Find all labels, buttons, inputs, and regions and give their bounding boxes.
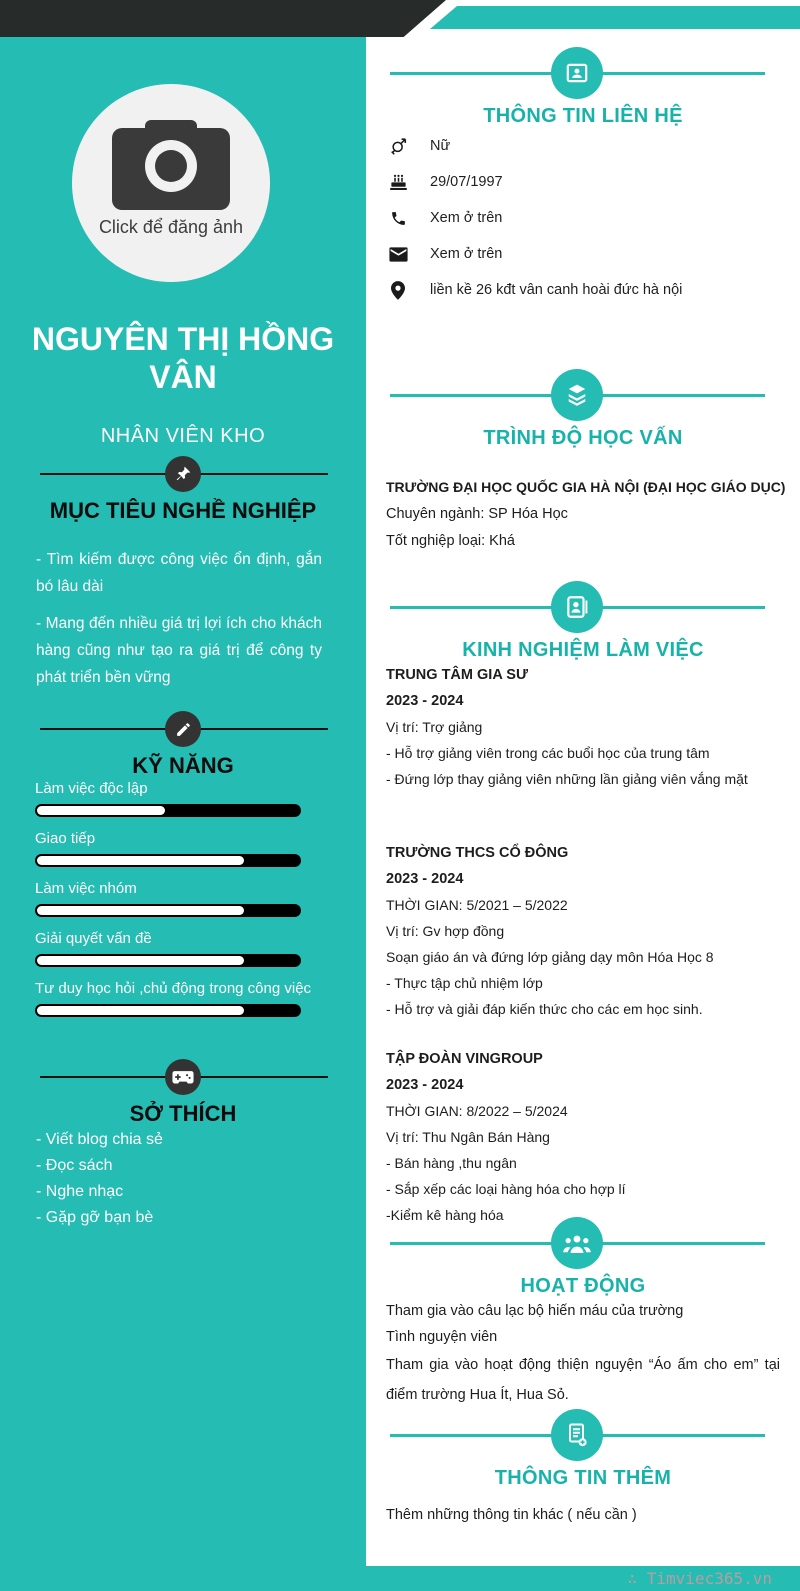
hobby-item: - Nghe nhạc bbox=[36, 1183, 124, 1200]
skills-header bbox=[0, 711, 366, 747]
contact-header bbox=[366, 47, 800, 99]
skill-label: Tư duy học hỏi ,chủ động trong công việc bbox=[35, 980, 312, 997]
id-card-icon bbox=[551, 47, 603, 99]
contact-row bbox=[366, 164, 800, 200]
contact-value: Xem ở trên bbox=[430, 210, 503, 226]
skill-label: Giao tiếp bbox=[35, 830, 96, 847]
skill-item bbox=[35, 829, 301, 867]
skill-bar-fill bbox=[37, 806, 165, 815]
document-plus-icon bbox=[551, 1409, 603, 1461]
skill-bar bbox=[35, 954, 301, 967]
email-icon bbox=[385, 247, 411, 262]
skill-bar bbox=[35, 1004, 301, 1017]
objective-paragraph: - Mang đến nhiều giá trị lợi ích cho khách hàng cũng như tạo ra giá trị để công ty phát triển bền vững bbox=[36, 615, 322, 686]
skill-bar bbox=[35, 854, 301, 867]
footer-bar bbox=[0, 1566, 800, 1591]
top-teal-ribbon bbox=[430, 6, 800, 29]
skill-bar-fill bbox=[37, 856, 244, 865]
activity-line: Tham gia vào câu lạc bộ hiến máu của trường bbox=[386, 1303, 684, 1319]
activities-title: HOẠT ĐỘNG bbox=[520, 1275, 646, 1297]
top-dark-ribbon bbox=[0, 0, 446, 37]
experience-section bbox=[366, 581, 800, 1228]
education-title: TRÌNH ĐỘ HỌC VẤN bbox=[483, 427, 683, 449]
location-icon bbox=[385, 281, 411, 300]
experience-line: THỜI GIAN: 5/2021 – 5/2022 bbox=[386, 897, 568, 913]
activities-section bbox=[366, 1217, 800, 1410]
experience-entry bbox=[386, 662, 780, 792]
skill-bar-fill bbox=[37, 956, 244, 965]
activities-header bbox=[366, 1217, 800, 1269]
company-name: TRƯỜNG THCS CỔ ĐÔNG bbox=[386, 845, 569, 861]
objective-title: MỤC TIÊU NGHỀ NGHIỆP bbox=[49, 498, 317, 523]
pushpin-icon bbox=[165, 456, 201, 492]
education-section bbox=[366, 369, 800, 555]
skill-bar bbox=[35, 804, 301, 817]
skills-title: KỸ NĂNG bbox=[132, 753, 234, 778]
skill-item bbox=[35, 979, 312, 1017]
experience-line: Vị trí: Thu Ngân Bán Hàng bbox=[386, 1129, 550, 1145]
contact-row bbox=[366, 236, 800, 272]
experience-title: KINH NGHIỆM LÀM VIỆC bbox=[462, 639, 704, 661]
contact-value: liền kề 26 kđt vân canh hoài đức hà nội bbox=[430, 282, 683, 298]
additional-section bbox=[366, 1409, 800, 1528]
pencil-icon bbox=[165, 711, 201, 747]
hobbies-section bbox=[0, 1059, 366, 1231]
activity-line: Tình nguyện viên bbox=[386, 1329, 498, 1345]
objective-header bbox=[0, 456, 366, 492]
hobby-item: - Viết blog chia sẻ bbox=[36, 1131, 163, 1148]
gender-icon bbox=[385, 136, 411, 156]
additional-line: Thêm những thông tin khác ( nếu cần ) bbox=[386, 1507, 637, 1523]
experience-line: Vị trí: Trợ giảng bbox=[386, 719, 483, 735]
main-column bbox=[366, 37, 800, 1591]
sidebar bbox=[0, 37, 366, 1591]
birthday-icon bbox=[385, 172, 411, 192]
experience-line: Vị trí: Gv hợp đồng bbox=[386, 923, 505, 939]
experience-line: THỜI GIAN: 8/2022 – 5/2024 bbox=[386, 1103, 568, 1119]
contact-book-icon bbox=[551, 581, 603, 633]
skills-section bbox=[0, 711, 366, 1029]
education-detail: Chuyên ngành: SP Hóa Học bbox=[386, 506, 568, 522]
experience-entry bbox=[386, 1046, 780, 1228]
experience-header bbox=[366, 581, 800, 633]
additional-title: THÔNG TIN THÊM bbox=[494, 1467, 672, 1489]
layers-icon bbox=[551, 369, 603, 421]
job-title: NHÂN VIÊN KHO bbox=[100, 425, 266, 447]
skill-item bbox=[35, 929, 301, 967]
contact-value: 29/07/1997 bbox=[430, 174, 503, 190]
watermark: ∴ Timviec365.vn bbox=[627, 1569, 772, 1588]
photo-upload[interactable] bbox=[72, 84, 270, 282]
phone-icon bbox=[385, 210, 411, 227]
period: 2023 - 2024 bbox=[386, 871, 464, 887]
people-group-icon bbox=[551, 1217, 603, 1269]
period: 2023 - 2024 bbox=[386, 693, 464, 709]
skill-label: Làm việc độc lập bbox=[35, 780, 148, 797]
contact-row bbox=[366, 200, 800, 236]
skill-label: Giải quyết vấn đề bbox=[35, 930, 152, 947]
experience-entry bbox=[386, 840, 780, 1022]
experience-line: - Thực tập chủ nhiệm lớp bbox=[386, 975, 543, 991]
school-name: TRƯỜNG ĐẠI HỌC QUỐC GIA HÀ NỘI (ĐẠI HỌC GIÁO DỤC) bbox=[386, 479, 786, 495]
hobby-item: - Đọc sách bbox=[36, 1157, 113, 1174]
contact-row bbox=[366, 272, 800, 308]
objective-paragraph: - Tìm kiếm được công việc ổn định, gắn bó lâu dài bbox=[36, 551, 322, 595]
photo-upload-caption: Click để đăng ảnh bbox=[98, 217, 244, 237]
skill-bar-fill bbox=[37, 1006, 244, 1015]
contact-value: Xem ở trên bbox=[430, 246, 503, 262]
company-name: TẬP ĐOÀN VINGROUP bbox=[386, 1051, 543, 1067]
hobbies-title: SỞ THÍCH bbox=[129, 1101, 237, 1126]
skill-item bbox=[35, 879, 301, 917]
skill-item bbox=[35, 779, 301, 817]
contact-value: Nữ bbox=[430, 138, 451, 154]
experience-line: - Đứng lớp thay giảng viên những lần giảng viên vắng mặt bbox=[386, 771, 748, 787]
gamepad-icon bbox=[165, 1059, 201, 1095]
hobby-item: - Gặp gỡ bạn bè bbox=[36, 1209, 154, 1226]
skill-label: Làm việc nhóm bbox=[35, 880, 137, 897]
experience-line: - Hỗ trợ giảng viên trong các buổi học của trung tâm bbox=[386, 745, 710, 761]
contact-row bbox=[366, 128, 800, 164]
contact-title: THÔNG TIN LIÊN HỆ bbox=[483, 105, 683, 127]
candidate-name: NGUYÊN THỊ HỒNG VÂN bbox=[31, 321, 335, 395]
education-detail: Tốt nghiệp loại: Khá bbox=[386, 533, 515, 549]
camera-icon bbox=[112, 120, 230, 210]
activity-line: Tham gia vào hoạt động thiện nguyện “Áo ấm cho em” tại điểm trường Hua Ít, Hua Sỏ. bbox=[386, 1357, 780, 1403]
education-header bbox=[366, 369, 800, 421]
experience-line: Soạn giáo án và đứng lớp giảng dạy môn Hóa Học 8 bbox=[386, 949, 714, 965]
experience-line: - Hỗ trợ và giải đáp kiến thức cho các em học sinh. bbox=[386, 1001, 703, 1017]
experience-line: - Bán hàng ,thu ngân bbox=[386, 1155, 517, 1171]
skill-bar bbox=[35, 904, 301, 917]
skill-bar-fill bbox=[37, 906, 244, 915]
contact-section bbox=[366, 47, 800, 308]
company-name: TRUNG TÂM GIA SƯ bbox=[386, 667, 528, 683]
experience-line: -Kiểm kê hàng hóa bbox=[386, 1207, 504, 1223]
hobbies-header bbox=[0, 1059, 366, 1095]
experience-line: - Sắp xếp các loại hàng hóa cho hợp lí bbox=[386, 1181, 626, 1197]
additional-header bbox=[366, 1409, 800, 1461]
objective-section bbox=[0, 456, 366, 691]
period: 2023 - 2024 bbox=[386, 1077, 464, 1093]
